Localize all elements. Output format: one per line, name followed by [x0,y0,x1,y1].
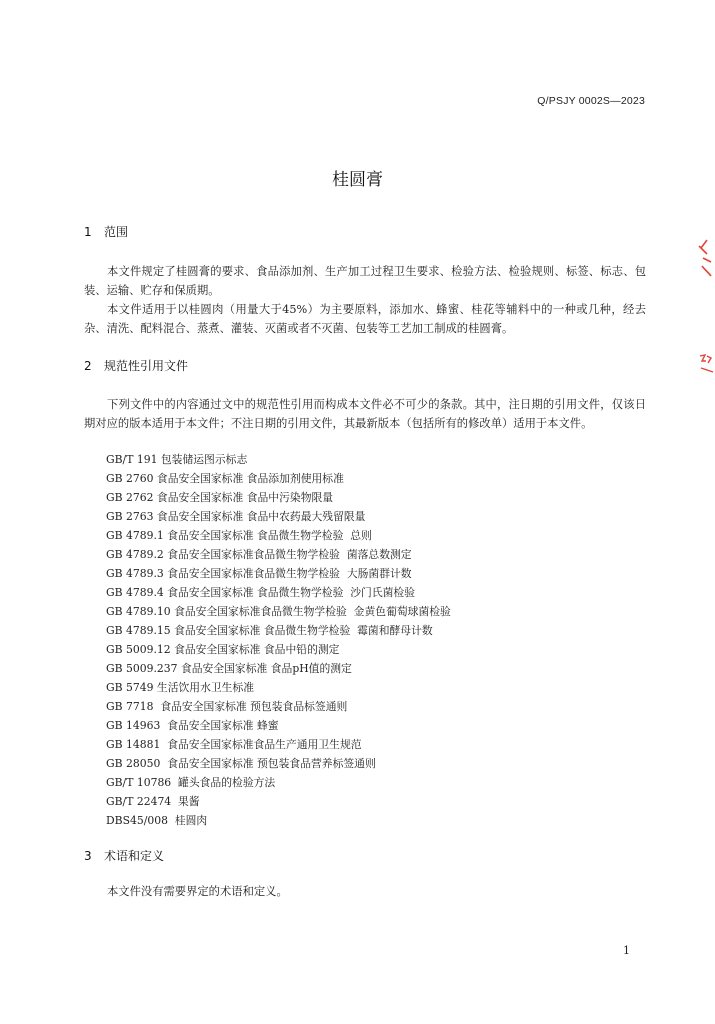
reference-item: GB 4789.2 食品安全国家标准食品微生物学检验 菌落总数测定 [106,548,412,561]
section-1-paragraph-2: 本文件适用于以桂圆肉（用量大于45%）为主要原料，添加水、蜂蜜、桂花等辅料中的一种或几种，经去杂、清洗、配料混合、蒸煮、灌装、灭菌或者不灭菌、包装等工艺加工制成的桂圆膏。 [84,303,646,335]
section-title: 术语和定义 [104,849,165,863]
section-3-paragraph-1: 本文件没有需要界定的术语和定义。 [107,885,288,898]
section-title: 规范性引用文件 [104,359,189,373]
reference-item: GB 4789.1 食品安全国家标准 食品微生物学检验 总则 [106,529,372,542]
reference-item: GB/T 22474 果酱 [106,795,200,808]
reference-item: GB 7718 食品安全国家标准 预包装食品标签通则 [106,700,348,713]
seal-fragment-upper [693,236,715,286]
reference-item: GB 4789.3 食品安全国家标准食品微生物学检验 大肠菌群计数 [106,567,412,580]
seal-fragment-lower [697,352,715,380]
reference-item: GB/T 191 包装储运图示标志 [106,453,248,466]
seal-stroke [700,355,713,372]
reference-item: GB 5749 生活饮用水卫生标准 [106,681,255,694]
reference-item: GB 2760 食品安全国家标准 食品添加剂使用标准 [106,472,344,485]
reference-item: GB 5009.12 食品安全国家标准 食品中铅的测定 [106,643,340,656]
reference-item: GB 4789.4 食品安全国家标准 食品微生物学检验 沙门氏菌检验 [106,586,416,599]
section-3-heading [84,847,164,864]
seal-stroke [699,240,711,276]
section-number: 1 [84,225,92,239]
reference-item: GB/T 10786 罐头食品的检验方法 [106,776,276,789]
section-title: 范围 [104,225,129,239]
reference-item: DBS45/008 桂圆肉 [106,814,208,827]
document-title: 桂圆膏 [332,170,383,190]
section-number: 3 [84,849,92,863]
section-1-paragraph-1: 本文件规定了桂圆膏的要求、食品添加剂、生产加工过程卫生要求、检验方法、检验规则、标签、标志、包装、运输、贮存和保质期。 [84,265,646,297]
reference-item: GB 14881 食品安全国家标准食品生产通用卫生规范 [106,738,362,751]
reference-item: GB 14963 食品安全国家标准 蜂蜜 [106,719,279,732]
reference-item: GB 2763 食品安全国家标准 食品中农药最大残留限量 [106,510,366,523]
page-number: 1 [623,944,630,957]
normative-reference-list [106,450,451,830]
reference-item: GB 5009.237 食品安全国家标准 食品pH值的测定 [106,662,352,675]
reference-item: GB 4789.15 食品安全国家标准 食品微生物学检验 霉菌和酵母计数 [106,624,433,637]
document-code: Q/PSJY 0002S—2023 [537,95,645,107]
section-number: 2 [84,359,92,373]
reference-item: GB 2762 食品安全国家标准 食品中污染物限量 [106,491,334,504]
reference-item: GB 28050 食品安全国家标准 预包装食品营养标签通则 [106,757,376,770]
section-2-paragraph-1: 下列文件中的内容通过文中的规范性引用而构成本文件必不可少的条款。其中，注日期的引用文件，仅该日期对应的版本适用于本文件；不注日期的引用文件，其最新版本（包括所有的修改单）适用于本文件。 [84,398,646,430]
reference-item: GB 4789.10 食品安全国家标准食品微生物学检验 金黄色葡萄球菌检验 [106,605,451,618]
section-1-heading [84,223,128,240]
section-2-heading [84,357,188,374]
